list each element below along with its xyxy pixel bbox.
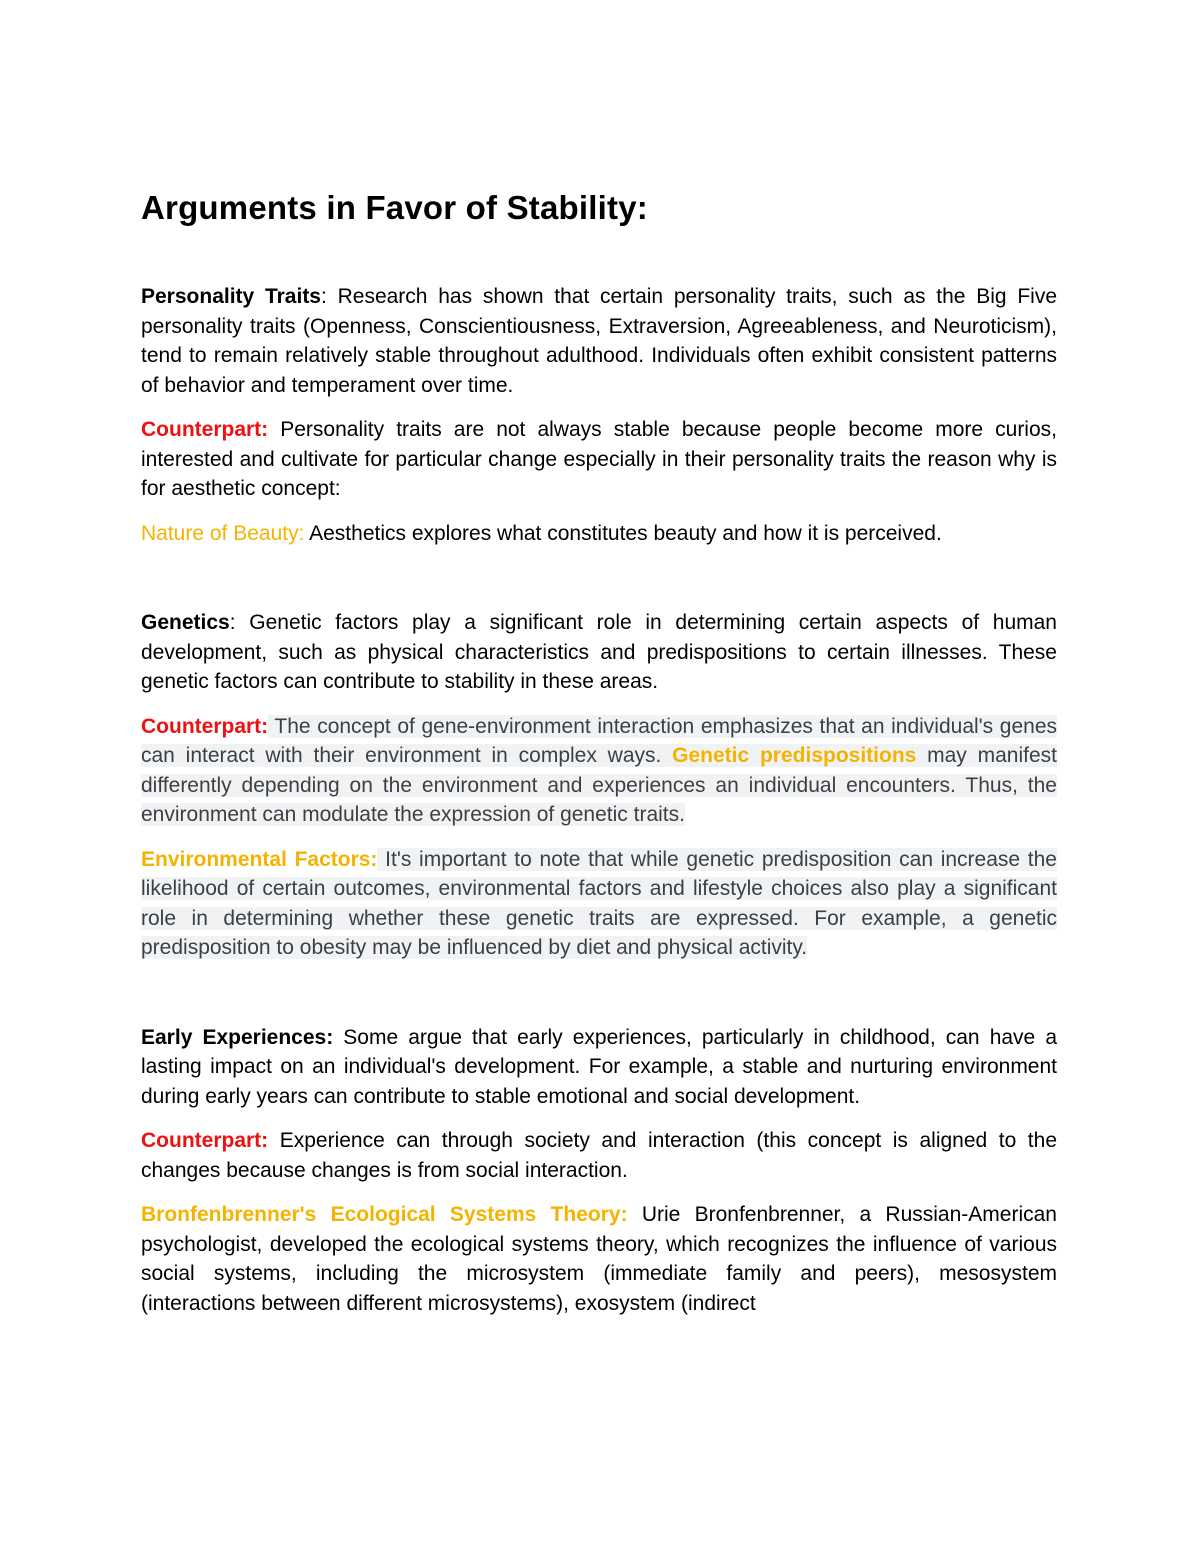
early-experiences-paragraph — [141, 1023, 1057, 1112]
genetics-paragraph — [141, 608, 1057, 697]
environmental-factors-text: It's important to note that while genetic predisposition can increase the likelihood of certain outcomes, environmental factors and lifestyle choices also play a significant role in determining whether these genetic traits are expressed. For example, a genetic predisposition to obesity may be influenced by diet and physical activity. — [141, 847, 1057, 959]
environmental-factors-paragraph — [141, 845, 1057, 963]
counterpart-label: Counterpart: — [141, 714, 269, 738]
personality-traits-heading-colon: : — [321, 285, 327, 308]
bronfenbrenner-text: Urie Bronfenbrenner, a Russian-American psychologist, developed the ecological systems theory, which recognizes the influence of various social systems, including the microsystem (immediate family and peers), mesosystem (interactions between different microsystems), exosystem (indirect — [141, 1203, 1057, 1315]
early-experiences-counterpart-text: Experience can through society and interaction (this concept is aligned to the changes because changes is from social interaction. — [141, 1129, 1057, 1182]
bronfenbrenner-label: Bronfenbrenner's Ecological Systems Theory: — [141, 1203, 628, 1226]
genetics-counterpart-paragraph — [141, 712, 1057, 830]
personality-counterpart-text: Personality traits are not always stable because people become more curios, interested and cultivate for particular change especially in their personality traits the reason why is for aesthetic concept: — [141, 418, 1057, 500]
nature-of-beauty-text: Aesthetics explores what constitutes beauty and how it is perceived. — [304, 521, 942, 545]
page-title: Arguments in Favor of Stability: — [141, 189, 648, 226]
genetics-counterpart-text-b: may manifest differently depending on the environment and experiences an individual encounters. Thus, the environment can modulate the expression of genetic traits. — [141, 744, 1057, 826]
personality-traits-heading: Personality Traits — [141, 285, 321, 308]
early-experiences-body: Some argue that early experiences, particularly in childhood, can have a lasting impact on an individual's development. For example, a stable and nurturing environment during early years can contribute to stable emotional and social development. — [141, 1025, 1057, 1108]
early-experiences-counterpart-paragraph — [141, 1126, 1057, 1185]
personality-traits-body: Research has shown that certain personality traits, such as the Big Five personality traits (Openness, Conscientiousness, Extraversion, Agreeableness, and Neuroticism), tend to remain relatively stable throughout adulthood. Individuals often exhibit consistent patterns of behavior and temperament over time. — [141, 285, 1057, 397]
counterpart-label: Counterpart: — [141, 1129, 269, 1152]
genetic-predispositions-emphasis: Genetic predispositions — [672, 744, 917, 767]
bronfenbrenner-paragraph — [141, 1200, 1057, 1318]
document-page — [141, 186, 1057, 1318]
nature-of-beauty-label: Nature of Beauty — [141, 521, 299, 545]
genetics-heading-colon: : — [229, 611, 236, 634]
nature-of-beauty-colon: : — [298, 521, 305, 545]
genetics-body: Genetic factors play a significant role in determining certain aspects of human development, such as physical characteristics and predispositions to certain illnesses. These genetic factors can contribute to stability in these areas. — [141, 611, 1057, 693]
personality-counterpart-paragraph — [141, 415, 1057, 504]
early-experiences-heading: Early Experiences: — [141, 1025, 334, 1049]
genetics-heading: Genetics — [141, 611, 230, 634]
counterpart-label: Counterpart: — [141, 418, 269, 441]
personality-traits-paragraph — [141, 282, 1057, 400]
environmental-factors-label: Environmental Factors: — [141, 847, 378, 871]
nature-of-beauty-paragraph — [141, 519, 1057, 549]
genetics-counterpart-text-a: The concept of gene-environment interaction emphasizes that an individual's genes can interact with their environment in complex ways. — [141, 714, 1057, 767]
